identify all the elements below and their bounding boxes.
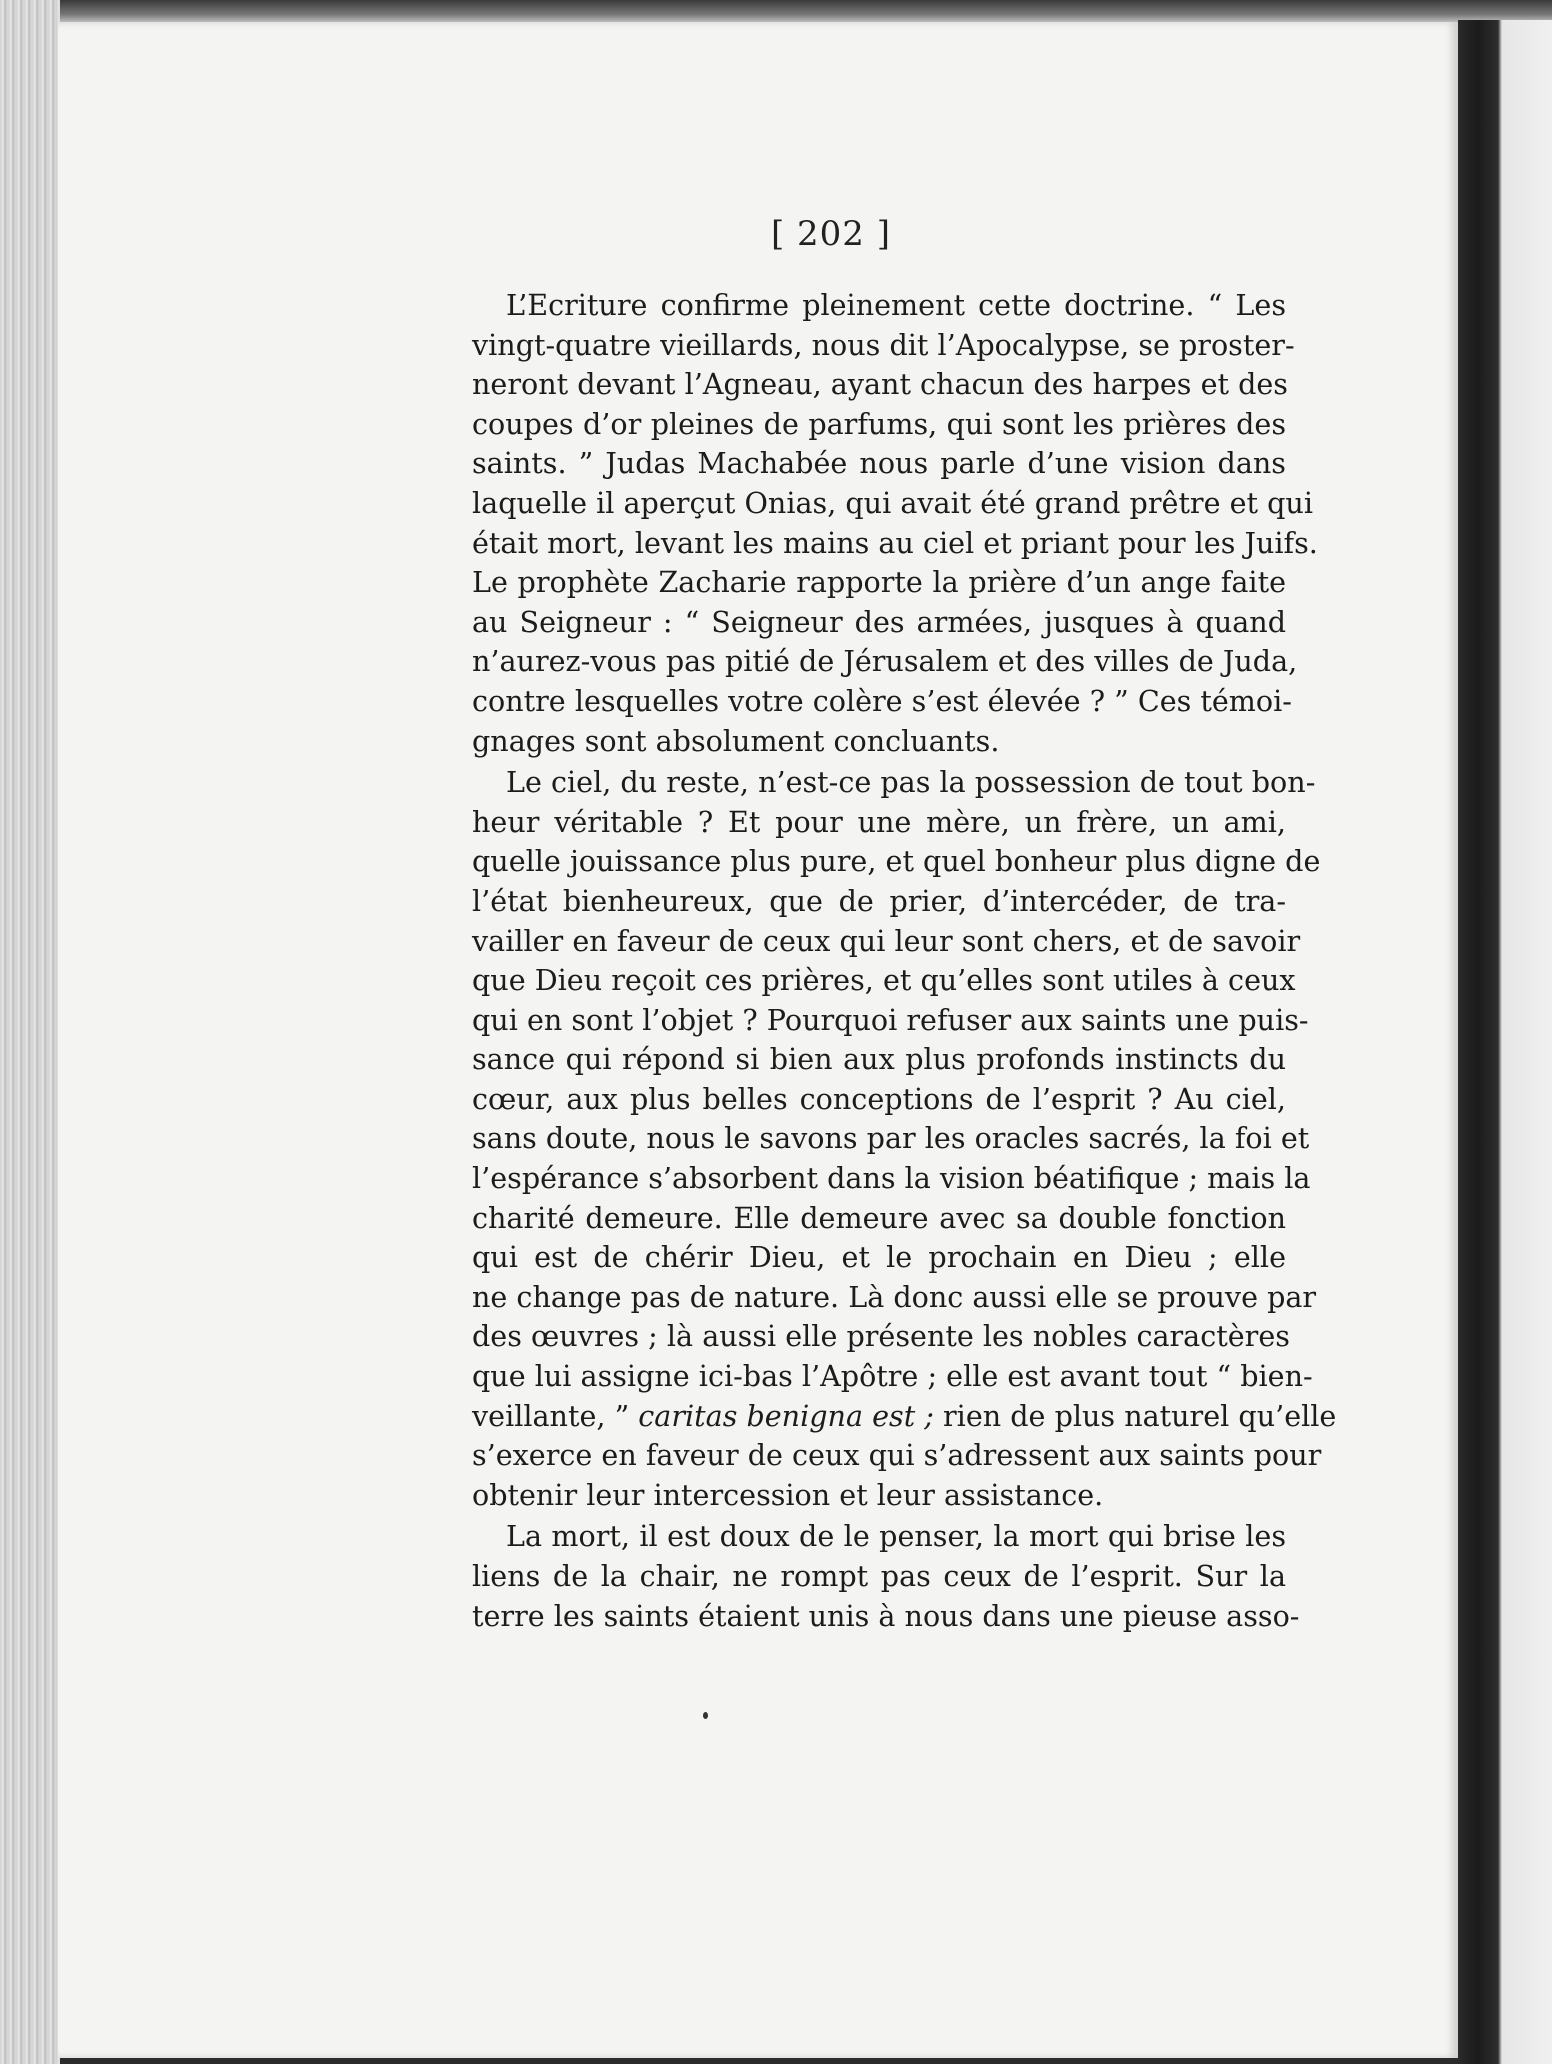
book-top-edge [0, 0, 1552, 24]
book-page-edges [0, 0, 60, 2064]
text-line: qui en sont l’objet ? Pourquoi refuser aux saints une puis- [472, 1002, 1309, 1037]
text-line: obtenir leur intercession et leur assistance. [472, 1477, 1104, 1512]
text-line: l’espérance s’absorbent dans la vision béatifique ; mais la [472, 1161, 1311, 1196]
text-line: des œuvres ; là aussi elle présente les nobles caractères [472, 1319, 1290, 1354]
text-line: sance qui répond si bien aux plus profonds instincts du [472, 1042, 1286, 1077]
text-line: saints. ” Judas Machabée nous parle d’une vision dans [472, 446, 1286, 481]
text-line: La mort, il est doux de le penser, la mort qui brise les [506, 1519, 1286, 1554]
body-text [472, 286, 1337, 1638]
text-line: que lui assigne ici-bas l’Apôtre ; elle est avant tout “ bien- [472, 1359, 1313, 1394]
paragraph-1 [472, 286, 1318, 761]
text-line: laquelle il aperçut Onias, qui avait été grand prêtre et qui [472, 485, 1313, 520]
text-line: qui est de chérir Dieu, et le prochain en Dieu ; elle [472, 1240, 1286, 1275]
text-line: était mort, levant les mains au ciel et priant pour les Juifs. [472, 525, 1318, 560]
text-line: quelle jouissance plus pure, et quel bonheur plus digne de [472, 844, 1321, 879]
text-line: neront devant l’Agneau, ayant chacun des harpes et des [472, 367, 1288, 402]
text-line: n’aurez-vous pas pitié de Jérusalem et des villes de Juda, [472, 644, 1298, 679]
text-line: au Seigneur : “ Seigneur des armées, jusques à quand [472, 604, 1286, 639]
text-line: gnages sont absolument concluants. [472, 723, 1000, 758]
text-line: heur véritable ? Et pour une mère, un frère, un ami, [472, 804, 1286, 839]
text-line-with-latin [472, 1397, 1337, 1437]
text-line: coupes d’or pleines de parfums, qui sont les prières des [472, 406, 1286, 441]
text-line: liens de la chair, ne rompt pas ceux de l’esprit. Sur la [472, 1559, 1286, 1593]
ink-speck [703, 1712, 708, 1719]
page-number: [ 202 ] [770, 214, 892, 254]
text-line: terre les saints étaient unis à nous dans une pieuse asso- [472, 1598, 1300, 1633]
text-line: ne change pas de nature. Là donc aussi elle se prouve par [472, 1279, 1317, 1314]
text-line: Le ciel, du reste, n’est-ce pas la possession de tout bon- [506, 765, 1316, 800]
text-line: L’Ecriture confirme pleinement cette doctrine. “ Les [506, 288, 1286, 322]
text-line: que Dieu reçoit ces prières, et qu’elles sont utiles à ceux [472, 963, 1296, 998]
text-line: cœur, aux plus belles conceptions de l’esprit ? Au ciel, [472, 1081, 1286, 1116]
text-line: contre lesquelles votre colère s’est élevée ? ” Ces témoi- [472, 683, 1292, 718]
text-segment: veillante, ” [472, 1398, 639, 1433]
text-line: s’exerce en faveur de ceux qui s’adressent aux saints pour [472, 1438, 1322, 1473]
text-segment: rien de plus naturel qu’elle [933, 1398, 1337, 1433]
paragraph-3 [472, 1517, 1300, 1636]
book-gutter [1458, 20, 1552, 2064]
text-line: l’état bienheureux, que de prier, d’intercéder, de tra- [472, 883, 1286, 918]
text-line: vailler en faveur de ceux qui leur sont chers, et de savoir [472, 923, 1301, 958]
text-line: Le prophète Zacharie rapporte la prière d’un ange faite [472, 565, 1286, 600]
paragraph-2 [472, 763, 1337, 1515]
text-line: sans doute, nous le savons par les oracles sacrés, la foi et [472, 1121, 1310, 1156]
latin-quote: caritas benigna est ; [638, 1398, 934, 1433]
text-line: charité demeure. Elle demeure avec sa double fonction [472, 1200, 1286, 1235]
text-line: vingt-quatre vieillards, nous dit l’Apocalypse, se proster- [472, 327, 1295, 362]
